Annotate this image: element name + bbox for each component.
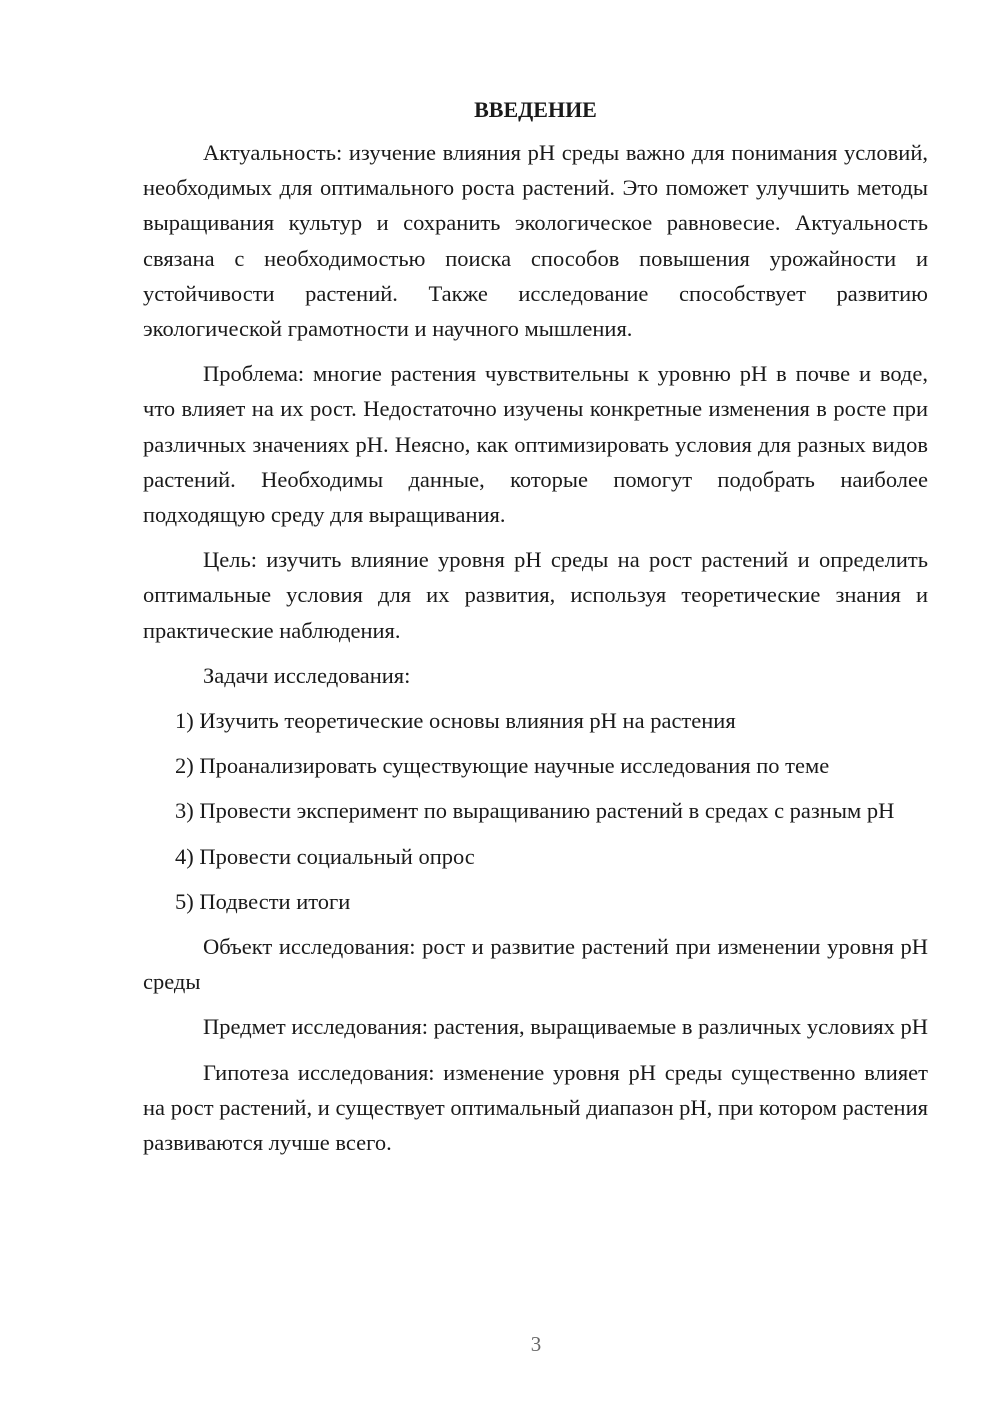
task-item: 2) Проанализировать существующие научные исследования по теме: [175, 753, 830, 779]
task-item: 5) Подвести итоги: [175, 888, 351, 914]
document-page: [143, 92, 928, 1170]
tasks-heading: Задачи исследования:: [203, 662, 411, 688]
section-title: ВВЕДЕНИЕ: [474, 97, 597, 122]
task-item: 4) Провести социальный опрос: [175, 843, 475, 869]
relevance-paragraph: Актуальность: изучение влияния pH среды важно для понимания условий, необходимых для оптимального роста растений. Это поможет улучшить методы выращивания культур и сохранить экологическое равновесие. Актуальность связана с необходимостью поиска способов повышения урожайности и устойчивости растений. Также исследование способствует развитию экологической грамотности и научного мышления.: [143, 140, 928, 342]
tasks-list: [143, 703, 928, 919]
task-item: 1) Изучить теоретические основы влияния pH на растения: [175, 708, 736, 734]
hypothesis-paragraph: Гипотеза исследования: изменение уровня pH среды существенно влияет на рост растений, и существует оптимальный диапазон pH, при котором растения развиваются лучше всего.: [143, 1059, 928, 1156]
goal-paragraph: Цель: изучить влияние уровня pH среды на рост растений и определить оптимальные условия для их развития, используя теоретические знания и практические наблюдения.: [143, 547, 928, 643]
problem-paragraph: Проблема: многие растения чувствительны к уровню pH в почве и воде, что влияет на их рост. Недостаточно изучены конкретные изменения в росте при различных значениях pH. Неясно, как оптимизировать условия для разных видов растений. Необходимы данные, которые помогут подобрать наиболее подходящую среду для выращивания.: [143, 361, 928, 528]
page-number: 3: [530, 1332, 542, 1356]
task-item: 3) Провести эксперимент по выращиванию растений в средах с разным pH: [175, 798, 895, 824]
subject-paragraph: Предмет исследования: растения, выращиваемые в различных условиях pH: [203, 1014, 928, 1040]
object-paragraph: Объект исследования: рост и развитие растений при изменении уровня pH среды: [143, 934, 928, 995]
